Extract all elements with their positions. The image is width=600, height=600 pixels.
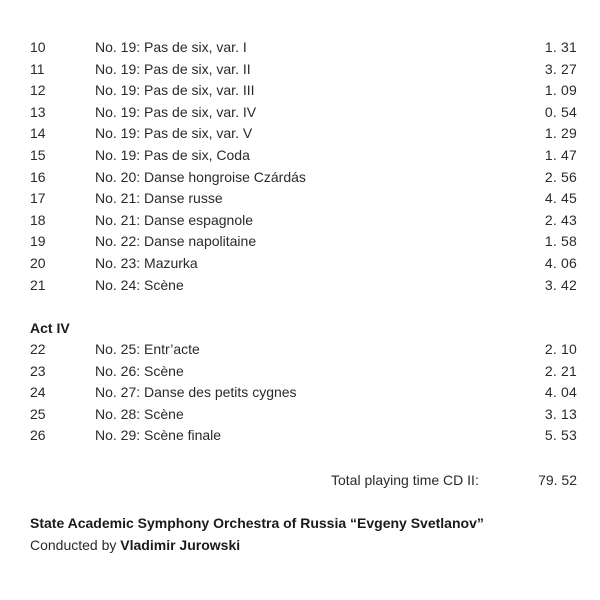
track-row	[30, 102, 577, 124]
track-row	[30, 80, 577, 102]
track-duration: 1. 47	[544, 146, 577, 163]
track-row	[30, 339, 577, 361]
track-title: No. 19: Pas de six, var. III	[95, 82, 255, 99]
track-duration: 3. 13	[544, 405, 577, 422]
track-duration: 2. 43	[544, 211, 577, 228]
track-duration: 1. 58	[544, 233, 577, 250]
track-title: No. 19: Pas de six, var. II	[95, 60, 251, 77]
track-number: 16	[30, 168, 46, 185]
total-value: 79. 52	[538, 472, 577, 488]
track-duration: 2. 21	[544, 362, 577, 379]
track-title: No. 19: Pas de six, var. V	[95, 125, 253, 142]
track-number: 14	[30, 125, 46, 142]
tracklist-act-iii	[30, 37, 577, 296]
track-duration: 1. 31	[544, 39, 577, 55]
track-title: No. 21: Danse espagnole	[95, 211, 253, 228]
track-number: 12	[30, 82, 46, 99]
track-duration: 4. 04	[544, 384, 577, 401]
track-row	[30, 145, 577, 167]
track-row	[30, 361, 577, 383]
track-number: 21	[30, 276, 46, 293]
orchestra-name: State Academic Symphony Orchestra of Russia “Evgeny Svetlanov”	[30, 515, 484, 531]
track-number: 25	[30, 405, 46, 422]
track-title: No. 29: Scène finale	[95, 427, 222, 444]
track-row	[30, 275, 577, 297]
track-title: No. 27: Danse des petits cygnes	[95, 384, 297, 401]
track-number: 15	[30, 146, 46, 163]
track-row	[30, 188, 577, 210]
track-title: No. 25: Entr’acte	[95, 341, 200, 357]
track-number: 19	[30, 233, 46, 250]
act-heading: Act IV	[30, 320, 70, 336]
track-duration: 1. 09	[544, 82, 577, 99]
track-title: No. 22: Danse napolitaine	[95, 233, 257, 250]
track-duration: 3. 42	[544, 276, 577, 293]
track-number: 20	[30, 254, 46, 271]
track-number: 23	[30, 362, 46, 379]
track-duration: 2. 56	[544, 168, 577, 185]
track-number: 26	[30, 427, 46, 444]
track-duration: 1. 29	[544, 125, 577, 142]
track-title: No. 19: Pas de six, Coda	[95, 146, 250, 163]
total-playing-time	[30, 469, 577, 491]
conductor-name: Vladimir Jurowski	[120, 537, 241, 553]
track-duration: 2. 10	[544, 341, 577, 357]
track-row	[30, 210, 577, 232]
track-row	[30, 167, 577, 189]
track-row	[30, 425, 577, 447]
track-duration: 3. 27	[544, 60, 577, 77]
track-title: No. 19: Pas de six, var. IV	[95, 103, 257, 120]
track-title: No. 19: Pas de six, var. I	[95, 39, 247, 55]
track-row	[30, 253, 577, 275]
track-number: 10	[30, 39, 46, 55]
track-number: 22	[30, 341, 46, 357]
track-duration: 4. 45	[544, 190, 577, 207]
track-number: 17	[30, 190, 46, 207]
track-row	[30, 123, 577, 145]
conductor-prefix: Conducted by	[30, 537, 121, 553]
track-number: 11	[30, 60, 45, 77]
track-number: 13	[30, 103, 46, 120]
track-number: 24	[30, 384, 46, 401]
track-duration: 0. 54	[544, 103, 577, 120]
track-title: No. 28: Scène	[95, 405, 184, 422]
track-row	[30, 37, 577, 59]
track-row	[30, 59, 577, 81]
tracklist-act-iv	[30, 339, 577, 447]
track-title: No. 20: Danse hongroise Czárdás	[95, 168, 306, 185]
credits	[30, 512, 484, 556]
track-row	[30, 231, 577, 253]
track-row	[30, 404, 577, 426]
total-label: Total playing time CD II:	[331, 472, 479, 488]
track-title: No. 21: Danse russe	[95, 190, 223, 207]
track-duration: 5. 53	[544, 427, 577, 444]
track-row	[30, 382, 577, 404]
track-title: No. 24: Scène	[95, 276, 184, 293]
conductor-line	[30, 534, 484, 556]
track-duration: 4. 06	[544, 254, 577, 271]
track-title: No. 26: Scène	[95, 362, 184, 379]
track-number: 18	[30, 211, 46, 228]
track-title: No. 23: Mazurka	[95, 254, 198, 271]
